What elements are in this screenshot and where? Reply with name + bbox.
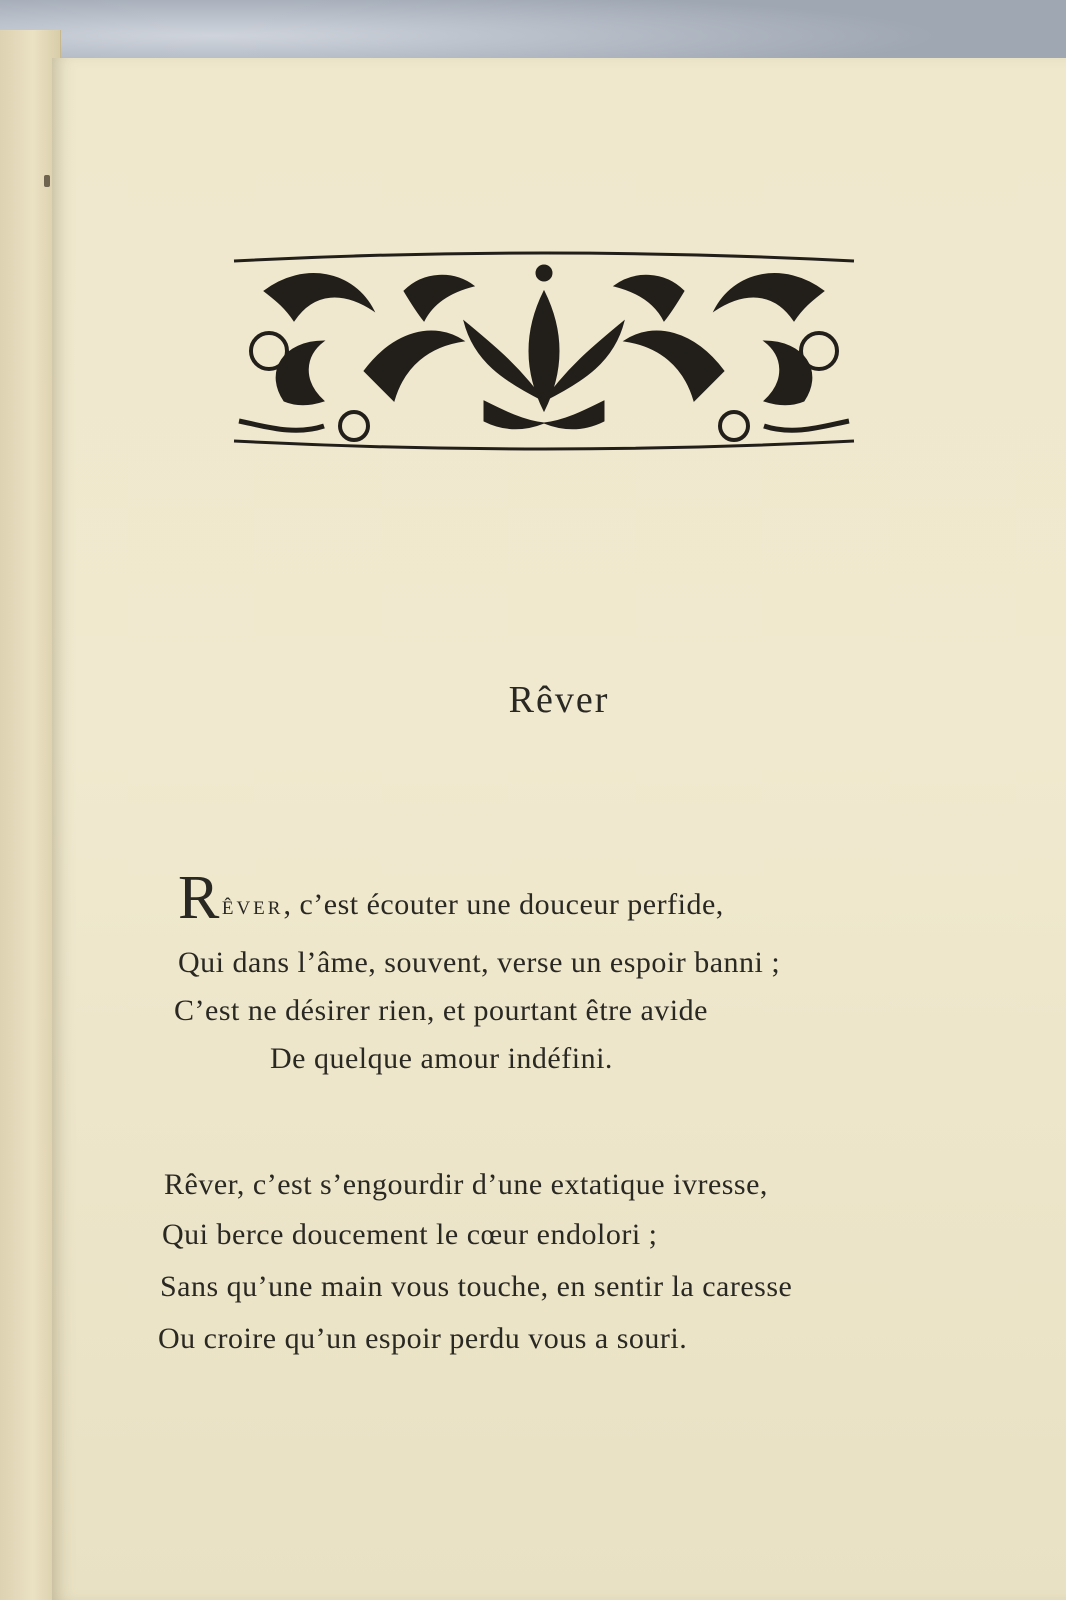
stanza-1-line-2: Qui dans l’âme, souvent, verse un espoir banni ; [178,946,781,979]
line-text: , c’est écouter une douceur perfide, [283,888,724,921]
stanza-2-line-3: Sans qu’une main vous touche, en sentir la caresse [160,1270,793,1303]
small-caps-word: ÊVER [221,898,284,919]
stanza-1-line-4: De quelque amour indéfini. [270,1042,613,1075]
binding-stitch [44,175,50,187]
book-page [52,58,1066,1600]
drop-cap: R [178,864,220,932]
stanza-1-line-1 [178,864,724,932]
floral-ornament-icon [224,251,864,451]
stanza-2-line-1: Rêver, c’est s’engourdir d’une extatique ivresse, [164,1168,768,1201]
stanza-2-line-2: Qui berce doucement le cœur endolori ; [162,1218,658,1251]
stanza-2-line-4: Ou croire qu’un espoir perdu vous a souri. [158,1322,688,1355]
poem-title: Rêver [508,679,610,721]
stanza-1-line-3: C’est ne désirer rien, et pourtant être avide [174,994,708,1027]
